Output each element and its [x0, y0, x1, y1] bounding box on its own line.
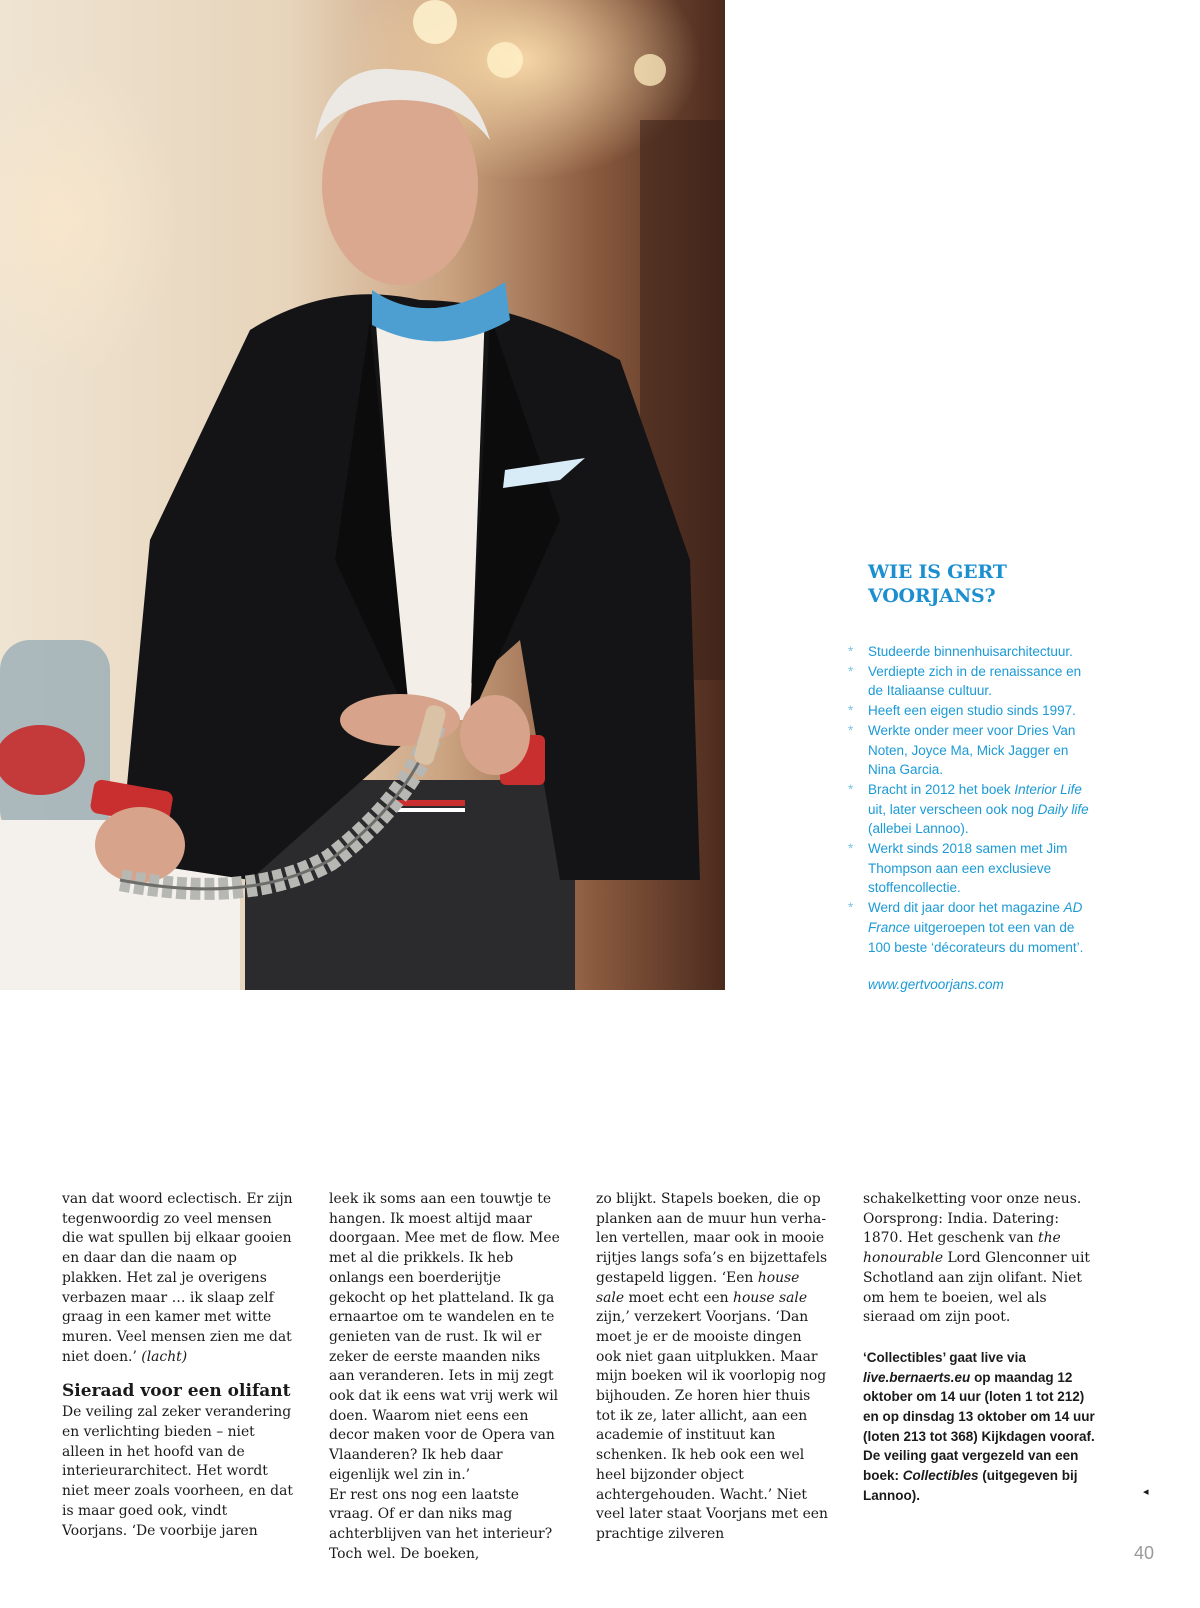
end-of-article-mark: ◂ — [1143, 1485, 1149, 1498]
paragraph: De veiling zal zeker verandering en verlichting bieden – niet alleen in het hoofd van de interieurarchitect. Het wordt niet meer zoals voorheen, en dat is maar goed ook, vindt Voorjans. ‘De voorbije jaren — [62, 1404, 293, 1539]
article-column-2 — [329, 1190, 561, 1564]
page-number: 40 — [1134, 1543, 1155, 1563]
auction-info: ‘Collectibles’ gaat live via live.bernaerts.eu op maandag 12 oktober om 14 uur (loten 1 tot 212) en op dinsdag 13 oktober om 14 uur (loten 213 tot 368) Kijkdagen vooraf. De veiling gaat vergezeld van een boek: Collectibles (uitgegeven bij Lannoo). — [863, 1349, 1095, 1503]
auction-link[interactable]: live.bernaerts.eu — [863, 1369, 971, 1385]
article-column-1 — [62, 1190, 294, 1541]
list-item: * Werkte onder meer voor Dries Van Noten, Joyce Ma, Mick Jagger en Nina Garcia. — [848, 721, 1098, 780]
website-link[interactable]: www.gertvoorjans.com — [868, 977, 1004, 993]
list-item: * Heeft een eigen studio sinds 1997. — [848, 701, 1098, 721]
list-item: * Werd dit jaar door het magazine AD France uitgeroepen tot een van de 100 beste ‘décorateurs du moment’. — [848, 898, 1098, 957]
portrait-photo — [0, 0, 725, 990]
paragraph: van dat woord eclectisch. Er zijn tegenwoordig zo veel mensen die wat spullen bij elkaar gooien en daar dan die naam op plakken. Het zal je overigens verbazen maar … ik slaap zelf graag in een kamer met witte muren. Veel mensen zien me dat niet doen.’ (lacht) — [62, 1191, 293, 1365]
paragraph: Er rest ons nog een laatste vraag. Of er dan niks mag achterblijven van het interieur? Toch wel. De boeken, — [329, 1486, 553, 1562]
paragraph: zo blijkt. Stapels boeken, die op planken aan de muur hun verhalen vertellen, maar ook in mooie rijtjes langs sofa’s en bijzettafels gestapeld liggen. ‘Een house sale moet echt een house sale zijn,’ verzekert Voorjans. ‘Dan moet je er de mooiste dingen ook niet gaan uitplukken. Maar mijn boeken wil ik voorlopig nog bijhouden. Ze horen hier thuis tot ik ze, later allicht, aan een academie of instituut kan schenken. Ik heb ook een wel heel bijzonder object achtergehouden. Wacht.’ Niet veel later staat Voorjans met een prachtige zilveren — [596, 1191, 828, 1542]
article-column-3 — [596, 1190, 828, 1545]
sidebar-title: WIE IS GERT VOORJANS? — [868, 561, 1007, 607]
bio-facts-list — [848, 642, 1098, 957]
portrait-illustration — [0, 0, 725, 990]
list-item: * Werkt sinds 2018 samen met Jim Thompson aan een exclusieve stoffencollectie. — [848, 839, 1098, 898]
list-item: * Bracht in 2012 het boek Interior Life uit, later verscheen ook nog Daily life (allebei Lannoo). — [848, 780, 1098, 839]
bio-sidebar — [848, 560, 1098, 992]
list-item: * Verdiepte zich in de renaissance en de Italiaanse cultuur. — [848, 662, 1098, 701]
paragraph: schakelketting voor onze neus. Oorsprong: India. Datering: 1870. Het geschenk van the honourable Lord Glenconner uit Schotland aan zijn olifant. Niet om hem te boeien, wel als sieraad om zijn poot. — [863, 1191, 1090, 1326]
article-column-4 — [863, 1190, 1095, 1506]
section-heading: Sieraad voor een olifant — [62, 1381, 291, 1402]
paragraph: leek ik soms aan een touwtje te hangen. Ik moest altijd maar doorgaan. Mee met de flow. Mee met al die prikkels. Ik heb onlangs een boerderijtje gekocht op het platteland. Ik ga ernaartoe om te wandelen en te genieten van de rust. Ik wil er zeker de eerste maanden niks aan veranderen. Iets in mij zegt ook dat ik eens wat vrij werk wil doen. Waarom niet eens een decor maken voor de Opera van Vlaanderen? Ik heb daar eigenlijk wel zin in.’ — [329, 1191, 560, 1483]
list-item: * Studeerde binnenhuisarchitectuur. — [848, 642, 1098, 662]
